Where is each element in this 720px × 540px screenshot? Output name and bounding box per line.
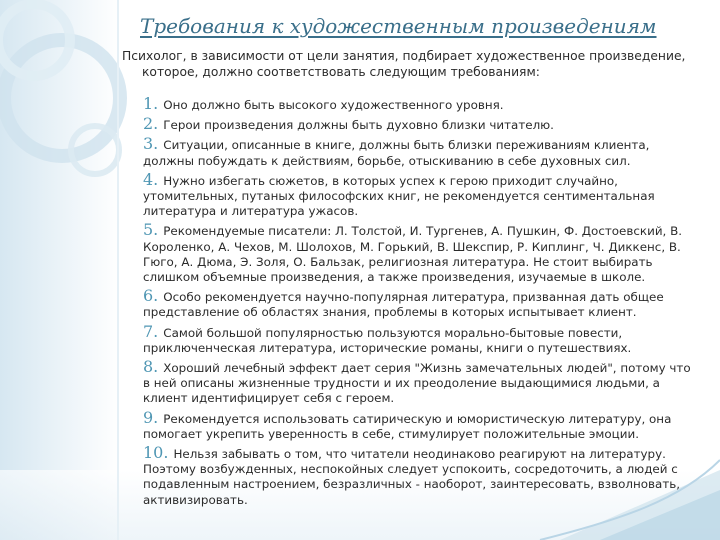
- list-item: [143, 321, 701, 356]
- list-item: [143, 359, 701, 407]
- list-item: [143, 288, 701, 320]
- item-number: 6.: [143, 286, 159, 306]
- item-text: Ситуации, описанные в книге, должны быть близки переживаниям клиента, должны побуждать к действиям, борьбе, отыскиванию в себе духовных сил.: [143, 138, 650, 168]
- item-text: Рекомендуется использовать сатирическую и юмористическую литературу, она помогает укрепить уверенность в себе, стимулирует положительные эмоции.: [143, 411, 672, 441]
- item-number: 3.: [143, 134, 159, 154]
- item-number: 8.: [143, 357, 159, 377]
- item-text: Нужно избегать сюжетов, в которых успех к герою приходит случайно, утомительных, путаных философских книг, не рекомендуется сентиментальная литература и литература ужасов.: [143, 173, 655, 219]
- item-number: 1.: [143, 94, 159, 113]
- list-item: [143, 222, 701, 285]
- item-number: 7.: [143, 321, 159, 341]
- item-number: 9.: [143, 407, 159, 427]
- item-text: Самой большой популярностью пользуются морально-бытовые повести, приключенческая литература, исторические романы, книги о путешествиях.: [143, 325, 632, 355]
- list-item: [143, 169, 701, 220]
- slide-title: Требования к художественным произведениям: [140, 14, 657, 38]
- item-text: Нельзя забывать о том, что читатели неодинаково реагируют на литературу. Поэтому возбужденных, неспокойных следует успокоить, сосредоточить, а людей с подавленным настроением, безразличных - наоборот, заинтересовать, взволновать, активизировать.: [143, 447, 681, 507]
- item-text: Оно должно быть высокого художественного уровня.: [163, 98, 504, 112]
- requirements-list: [143, 96, 701, 511]
- list-item: [143, 96, 701, 113]
- list-item: [143, 445, 701, 508]
- list-item: [143, 407, 701, 442]
- item-text: Хороший лечебный эффект дает серия "Жизнь замечательных людей", потому что в ней описаны жизненные трудности и их преодоление выдающимися людьми, а клиент идентифицирует себя с героем.: [143, 361, 691, 406]
- intro-paragraph: Психолог, в зависимости от цели занятия, подбирает художественное произведение, которое, должно соответствовать следующим требованиям:: [122, 49, 686, 79]
- list-item: [143, 136, 701, 168]
- item-number: 5.: [143, 220, 159, 240]
- list-item: [143, 116, 701, 133]
- item-number: 4.: [143, 169, 159, 189]
- item-number: 10.: [143, 443, 169, 463]
- item-text: Особо рекомендуется научно-популярная литература, призванная дать общее представление об областях знания, проблемы в которых испытывает клиент.: [143, 290, 664, 320]
- item-text: Герои произведения должны быть духовно близки читателю.: [163, 118, 554, 133]
- item-number: 2.: [143, 114, 159, 134]
- item-text: Рекомендуемые писатели: Л. Толстой, И. Тургенев, А. Пушкин, Ф. Достоевский, В. Короленко, А. Чехов, М. Шолохов, М. Горький, В. Шекспир, Р. Киплинг, Ч. Диккенс, В. Гюго, А. Дюма, Э. Золя, О. Бальзак, религиозная литература. Не стоит выбирать слишком объемные произведения, а также произведения, изучаемые в школе.: [143, 224, 683, 285]
